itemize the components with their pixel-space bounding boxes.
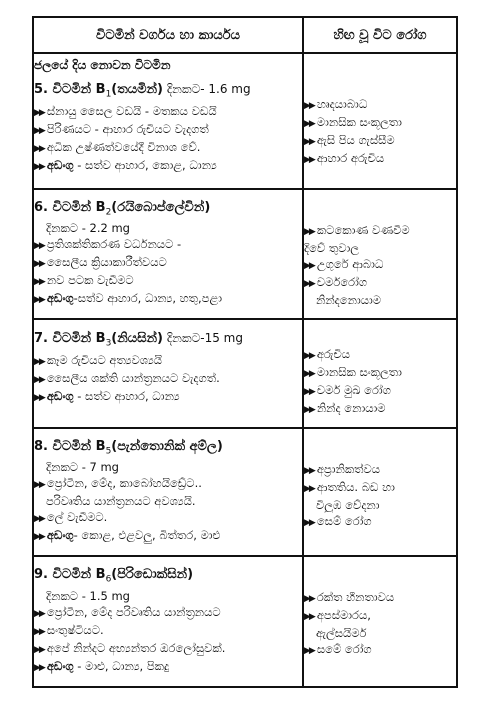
vitamin-name: විටමින් B <box>52 331 106 347</box>
body-row <box>33 53 457 189</box>
disease-item-text: සෙම් රෝග <box>316 513 372 528</box>
daily-dose: දිනකට - 1.5 mg <box>46 588 130 603</box>
function-item <box>34 352 302 370</box>
double-arrow-bullet-icon: ▶▶ <box>304 119 314 129</box>
double-arrow-bullet-icon: ▶▶ <box>304 351 314 362</box>
function-item-text: කෑම රුචියට අත්‍යවශ්‍යයි <box>46 353 163 368</box>
vitamin-chemical-name: (පිරිඩොක්සින්) <box>111 567 194 583</box>
double-arrow-bullet-icon: ▶▶ <box>304 369 314 380</box>
vitamin-subscript: 6 <box>105 574 112 585</box>
double-arrow-bullet-icon: ▶▶ <box>304 226 314 237</box>
double-arrow-bullet-icon: ▶▶ <box>304 612 314 623</box>
function-item <box>34 388 302 406</box>
vitamin-chemical-name: (තයමින්) <box>111 82 163 97</box>
disease-item-text: විලුඹ වේදනා <box>316 497 380 512</box>
disease-column <box>303 189 457 320</box>
function-item-text: ප්‍රෝටීන, මේද, කාබෝහයිඩ්‍රේට.. <box>46 476 202 491</box>
double-arrow-bullet-icon: ▶▶ <box>34 143 44 154</box>
double-arrow-bullet-icon: ▶▶ <box>34 259 44 270</box>
double-arrow-bullet-icon: ▶▶ <box>304 387 314 398</box>
vitamin-heading <box>34 81 302 103</box>
vitamin-chemical-name: (නියසින්) <box>111 331 163 347</box>
disease-item-text: සමේ රෝග <box>316 642 372 657</box>
vitamin-name: විටමින් B <box>52 567 106 583</box>
function-item-text: -සත්ව ආහාර, ධාන්‍ය, හතු,පළා <box>73 291 223 306</box>
daily-dose: දිනකට- 1.6 mg <box>163 82 251 96</box>
disease-item <box>304 222 456 240</box>
disease-item-text: හෘදයාබාධ <box>316 97 368 111</box>
disease-item <box>304 274 456 292</box>
disease-item <box>304 607 456 625</box>
function-item-text: පරිවෘතිය යාන්ත්‍රනයට අවශ්‍යයි. <box>46 494 196 509</box>
double-arrow-bullet-icon: ▶▶ <box>34 662 44 673</box>
vitamin-number: 6. <box>34 199 53 215</box>
double-arrow-bullet-icon: ▶▶ <box>34 125 44 136</box>
function-item <box>34 658 302 676</box>
function-item-text: - සත්ව ආහාර, ධාන්‍ය <box>73 389 180 404</box>
vitamin-row <box>33 428 457 556</box>
function-item <box>34 254 302 272</box>
vitamin-row <box>33 189 457 320</box>
function-column <box>33 556 303 687</box>
double-arrow-bullet-icon: ▶▶ <box>34 161 44 172</box>
vitamin-name: විටමින් B <box>52 438 106 454</box>
contains-label: අඩංගු <box>46 658 74 673</box>
function-item-text: සෛලීය ශක්ති යාන්ත්‍රනයට වැදගත්. <box>46 371 220 386</box>
double-arrow-bullet-icon: ▶▶ <box>304 101 314 111</box>
disease-item <box>304 641 456 659</box>
disease-item <box>304 346 456 364</box>
disease-item <box>304 400 456 418</box>
header-type-function: විටමින් වර්ගය හා කාර්යය <box>33 17 303 53</box>
vitamin-number: 9. <box>34 567 53 583</box>
function-item-text: - මාළු, ධාන්‍ය, පිකදු <box>73 658 170 673</box>
contains-label: අඩංගු <box>46 389 74 404</box>
double-arrow-bullet-icon: ▶▶ <box>304 155 314 165</box>
vitamin-name: විටමින් B <box>52 82 106 97</box>
function-item-text: ලේ වැඩීමට. <box>46 510 108 525</box>
function-item-text: අධික උෂ්ණත්වයේදී විනාශ වේ. <box>46 139 201 154</box>
function-item-text: සෛලීය ක්‍රියාකාරීත්වයට <box>46 255 167 270</box>
disease-column <box>303 556 457 687</box>
disease-item-text: නින්ද නොයාම <box>316 401 386 416</box>
double-arrow-bullet-icon: ▶▶ <box>304 260 314 271</box>
double-arrow-bullet-icon: ▶▶ <box>34 107 44 118</box>
function-item <box>34 370 302 388</box>
daily-dose: දිනකට - 7 mg <box>46 460 119 475</box>
function-item <box>34 493 302 509</box>
vitamin-subscript: 3 <box>105 339 112 350</box>
disease-item-text: මානසික සංකූලතා <box>316 365 402 380</box>
function-item <box>34 527 302 545</box>
function-item <box>34 290 302 308</box>
function-item-text: ප්‍රෝටීන, මේද පරිවෘතිය යාන්ත්‍රනයට <box>46 604 221 619</box>
disease-item <box>304 96 456 114</box>
vitamin-table <box>32 16 458 688</box>
function-item <box>34 121 302 139</box>
double-arrow-bullet-icon: ▶▶ <box>34 393 44 404</box>
vitamin-heading <box>34 439 302 460</box>
disease-item-text: චර්මරෝග <box>316 274 368 289</box>
disease-item <box>304 382 456 400</box>
vitamin-number: 7. <box>34 331 53 347</box>
function-item <box>34 103 302 121</box>
vitamin-row <box>33 319 457 427</box>
vitamin-number: 5. <box>34 82 53 97</box>
function-item <box>34 475 302 493</box>
contains-label: අඩංගු <box>46 157 74 172</box>
function-item-text: ප්‍රතිශක්තිකරණ වර්ධනයට - <box>46 237 182 252</box>
double-arrow-bullet-icon: ▶▶ <box>34 514 44 525</box>
function-item-text: - කොළ, එළවලු, බිත්තර, මාළු <box>73 528 221 543</box>
disease-item-text: දිවේ තුවාල <box>304 240 360 255</box>
function-item-text: අපේ නින්දට අභ්‍යන්තර ඔරලෝසුවක්. <box>46 640 226 655</box>
section-title: ජලයේ දිය නොවන විටමින <box>34 58 171 72</box>
disease-item-text: උගුරේ ආබාධ <box>316 256 384 271</box>
function-item <box>34 157 302 175</box>
double-arrow-bullet-icon: ▶▶ <box>304 646 314 657</box>
double-arrow-bullet-icon: ▶▶ <box>304 137 314 147</box>
disease-item <box>304 364 456 382</box>
disease-column <box>303 428 457 556</box>
vitamin-heading <box>34 330 302 352</box>
function-column <box>33 189 303 320</box>
function-item <box>34 604 302 622</box>
vitamin-chemical-name: (රයිබොප්ලේවින්) <box>111 199 211 215</box>
disease-item-text: අරුචිය <box>316 347 351 362</box>
double-arrow-bullet-icon: ▶▶ <box>34 357 44 368</box>
disease-item-text: ආහාර අරුචිය <box>316 151 385 165</box>
double-arrow-bullet-icon: ▶▶ <box>34 241 44 252</box>
disease-item <box>304 513 456 531</box>
disease-item <box>304 132 456 150</box>
disease-item-text: මානසික සංකූලතා <box>316 115 402 129</box>
disease-column <box>303 53 457 189</box>
double-arrow-bullet-icon: ▶▶ <box>34 626 44 637</box>
disease-item-text: චර්ම මුඛ රෝග <box>316 383 391 398</box>
vitamin-subscript: 2 <box>105 207 112 218</box>
vitamin-row <box>33 556 457 687</box>
disease-item <box>304 625 456 641</box>
function-item-text: පිරිණයට - ආහාර රුචියට වැදගත් <box>46 121 209 136</box>
header-deficiency-disease: හිඟ වූ විට රෝග <box>303 17 457 53</box>
vitamin-heading <box>34 567 302 588</box>
daily-dose: දිනකට-15 mg <box>163 331 243 346</box>
disease-item <box>304 114 456 132</box>
double-arrow-bullet-icon: ▶▶ <box>34 480 44 491</box>
function-item <box>34 139 302 157</box>
disease-item-text: අප්‍රානිකත්වය <box>316 461 381 476</box>
disease-item <box>304 292 456 308</box>
double-arrow-bullet-icon: ▶▶ <box>34 375 44 386</box>
disease-item-text: කටකොණ වණවීම <box>316 222 410 237</box>
double-arrow-bullet-icon: ▶▶ <box>34 608 44 619</box>
double-arrow-bullet-icon: ▶▶ <box>304 405 314 416</box>
function-column <box>33 319 303 427</box>
double-arrow-bullet-icon: ▶▶ <box>34 644 44 655</box>
disease-item-text: ඇල්සයිමර් <box>316 626 367 641</box>
contains-label: අඩංගු <box>46 291 74 306</box>
function-item <box>34 272 302 290</box>
disease-item-text: නින්දනොයාම <box>316 292 382 307</box>
disease-column <box>303 319 457 427</box>
vitamin-heading <box>34 200 302 221</box>
disease-item-text: රක්ත හීනතාවය <box>316 590 395 605</box>
function-item <box>34 509 302 527</box>
function-item-text: ස්නායු සෛල වඩයි - මතකය වඩයි <box>46 103 217 118</box>
double-arrow-bullet-icon: ▶▶ <box>304 465 314 476</box>
disease-item-text: අපස්මාරය, <box>316 608 371 623</box>
contains-label: අඩංගු <box>46 528 74 543</box>
function-item <box>34 640 302 658</box>
disease-item <box>304 589 456 607</box>
disease-item <box>304 256 456 274</box>
disease-item <box>304 497 456 513</box>
disease-item <box>304 461 456 479</box>
vitamin-subscript: 1 <box>105 89 112 100</box>
function-item <box>34 236 302 254</box>
vitamin-chemical-name: (පැන්තොනික් අම්ල) <box>111 438 223 454</box>
disease-item <box>304 479 456 497</box>
disease-item <box>304 150 456 168</box>
double-arrow-bullet-icon: ▶▶ <box>304 517 314 528</box>
disease-item-text: ඇසි පිය ගැස්සීම <box>316 133 395 147</box>
disease-item <box>304 240 456 256</box>
function-item-text: නව පටක වැඩීමට <box>46 273 134 288</box>
function-item-text: සංතුෂ්ටියට. <box>46 622 104 637</box>
vitamin-subscript: 5 <box>105 446 112 457</box>
double-arrow-bullet-icon: ▶▶ <box>304 594 314 605</box>
function-item <box>34 622 302 640</box>
double-arrow-bullet-icon: ▶▶ <box>34 532 44 543</box>
double-arrow-bullet-icon: ▶▶ <box>34 295 44 306</box>
vitamin-name: විටමින් B <box>52 199 106 215</box>
vitamin-number: 8. <box>34 438 53 454</box>
double-arrow-bullet-icon: ▶▶ <box>34 277 44 288</box>
double-arrow-bullet-icon: ▶▶ <box>304 483 314 494</box>
disease-item-text: ආතතිය. බඩ හා <box>316 479 395 494</box>
daily-dose: දිනකට - 2.2 mg <box>46 221 130 236</box>
header-row <box>33 17 457 53</box>
function-item-text: - සත්ව ආහාර, කොළ, ධාන්‍ය <box>73 157 217 172</box>
function-column <box>33 428 303 556</box>
double-arrow-bullet-icon: ▶▶ <box>304 278 314 289</box>
function-column <box>33 53 303 189</box>
